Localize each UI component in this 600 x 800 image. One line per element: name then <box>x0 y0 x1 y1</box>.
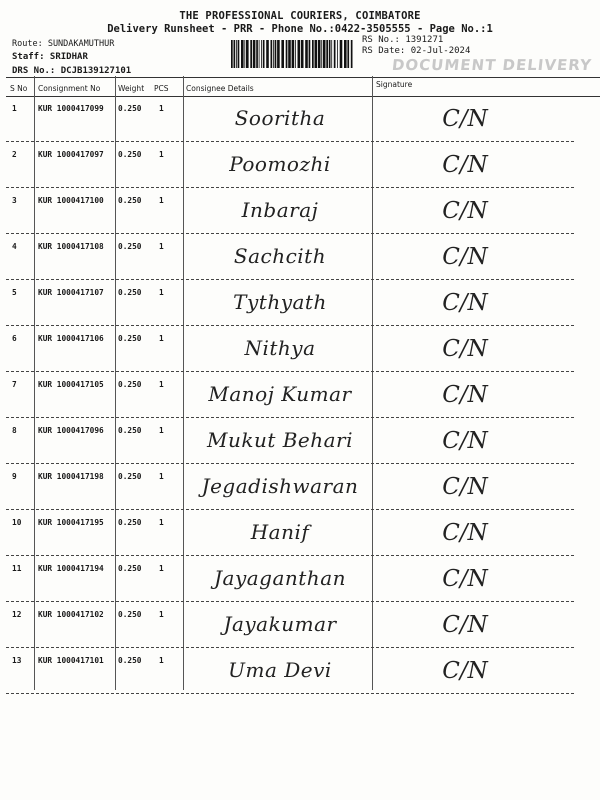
barcode-bar <box>271 40 273 68</box>
barcode-bar <box>344 40 347 68</box>
barcode-bar <box>312 40 314 68</box>
consignment-number: KUR 1000417096 <box>38 426 104 435</box>
signature-handwritten: C/N <box>442 428 488 454</box>
pieces-count: 1 <box>159 610 164 619</box>
barcode-bar <box>275 40 277 68</box>
serial-number: 10 <box>12 518 22 527</box>
consignee-name-handwritten: Inbaraj <box>241 198 319 222</box>
table-row <box>0 234 600 280</box>
barcode-bar <box>246 40 249 68</box>
document-title: THE PROFESSIONAL COURIERS, COIMBATORE <box>179 10 421 22</box>
signature-handwritten: C/N <box>442 566 488 592</box>
weight-value: 0.250 <box>118 196 142 205</box>
barcode-bar <box>244 40 245 68</box>
row-divider <box>6 693 574 694</box>
barcode-bar <box>263 40 265 68</box>
signature-handwritten: C/N <box>442 474 488 500</box>
barcode-bar <box>334 40 336 68</box>
barcode-bar <box>315 40 318 68</box>
pieces-count: 1 <box>159 196 164 205</box>
signature-handwritten: C/N <box>442 106 488 132</box>
barcode-bar <box>277 40 280 68</box>
barcode-bar <box>292 40 295 68</box>
weight-value: 0.250 <box>118 610 142 619</box>
weight-value: 0.250 <box>118 564 142 573</box>
consignment-number: KUR 1000417194 <box>38 564 104 573</box>
barcode-bar <box>340 40 343 68</box>
barcode-bar <box>259 40 260 68</box>
rs-number: RS No.: 1391271 <box>362 35 444 45</box>
serial-number: 9 <box>12 472 17 481</box>
signature-handwritten: C/N <box>442 244 488 270</box>
barcode-bar <box>337 40 338 68</box>
col-header-weight: Weight <box>118 84 145 93</box>
pieces-count: 1 <box>159 656 164 665</box>
barcode-bar <box>231 40 233 68</box>
weight-value: 0.250 <box>118 288 142 297</box>
barcode-bar <box>236 40 237 68</box>
consignment-number: KUR 1000417099 <box>38 104 104 113</box>
barcode-bar <box>309 40 311 68</box>
signature-handwritten: C/N <box>442 290 488 316</box>
weight-value: 0.250 <box>118 150 142 159</box>
table-row <box>0 602 600 648</box>
consignee-name-handwritten: Manoj Kumar <box>208 382 352 406</box>
barcode-bar <box>288 40 291 68</box>
consignment-number: KUR 1000417102 <box>38 610 104 619</box>
barcode-bar <box>261 40 262 68</box>
barcode-bar <box>318 40 321 68</box>
table-top-rule <box>6 77 600 78</box>
rs-date: RS Date: 02-Jul-2024 <box>362 46 471 56</box>
serial-number: 6 <box>12 334 17 343</box>
table-row <box>0 464 600 510</box>
consignee-name-handwritten: Nithya <box>244 336 316 360</box>
serial-number: 4 <box>12 242 17 251</box>
barcode-bar <box>281 40 284 68</box>
pieces-count: 1 <box>159 426 164 435</box>
consignee-name-handwritten: Sooritha <box>234 106 326 130</box>
barcode-image <box>231 40 355 68</box>
weight-value: 0.250 <box>118 334 142 343</box>
pieces-count: 1 <box>159 518 164 527</box>
col-header-consignee: Consignee Details <box>186 84 254 93</box>
barcode-bar <box>266 40 269 68</box>
table-row <box>0 96 600 142</box>
weight-value: 0.250 <box>118 426 142 435</box>
serial-number: 12 <box>12 610 22 619</box>
signature-handwritten: C/N <box>442 152 488 178</box>
table-row <box>0 510 600 556</box>
pieces-count: 1 <box>159 334 164 343</box>
pieces-count: 1 <box>159 564 164 573</box>
consignment-number: KUR 1000417097 <box>38 150 104 159</box>
staff-label: Staff: SRIDHAR <box>12 52 88 62</box>
barcode-bar <box>286 40 288 68</box>
weight-value: 0.250 <box>118 104 142 113</box>
table-row <box>0 280 600 326</box>
weight-value: 0.250 <box>118 380 142 389</box>
serial-number: 1 <box>12 104 17 113</box>
table-row <box>0 648 600 694</box>
barcode-bar <box>351 40 353 68</box>
consignee-name-handwritten: Hanif <box>250 520 310 544</box>
barcode-bar <box>234 40 236 68</box>
drs-number: DRS No.: DCJB139127101 <box>12 66 132 76</box>
pieces-count: 1 <box>159 104 164 113</box>
table-row <box>0 188 600 234</box>
weight-value: 0.250 <box>118 518 142 527</box>
barcode-bar <box>256 40 258 68</box>
barcode-bar <box>298 40 301 68</box>
serial-number: 5 <box>12 288 17 297</box>
signature-handwritten: C/N <box>442 336 488 362</box>
consignment-number: KUR 1000417195 <box>38 518 104 527</box>
serial-number: 11 <box>12 564 22 573</box>
barcode-bar <box>305 40 308 68</box>
pieces-count: 1 <box>159 288 164 297</box>
route-label: Route: SUNDAKAMUTHUR <box>12 39 115 49</box>
consignee-name-handwritten: Tythyath <box>233 290 327 314</box>
weight-value: 0.250 <box>118 242 142 251</box>
serial-number: 3 <box>12 196 17 205</box>
barcode-bar <box>238 40 240 68</box>
signature-handwritten: C/N <box>442 382 488 408</box>
consignee-name-handwritten: Uma Devi <box>228 658 332 682</box>
pieces-count: 1 <box>159 380 164 389</box>
serial-number: 8 <box>12 426 17 435</box>
consignee-name-handwritten: Jegadishwaran <box>201 474 359 498</box>
consignment-number: KUR 1000417101 <box>38 656 104 665</box>
weight-value: 0.250 <box>118 472 142 481</box>
signature-handwritten: C/N <box>442 612 488 638</box>
serial-number: 7 <box>12 380 17 389</box>
barcode-bar <box>301 40 304 68</box>
consignment-number: KUR 1000417108 <box>38 242 104 251</box>
consignee-name-handwritten: Sachcith <box>233 244 327 268</box>
pieces-count: 1 <box>159 472 164 481</box>
table-row <box>0 372 600 418</box>
barcode-bar <box>321 40 322 68</box>
consignee-name-handwritten: Jayaganthan <box>214 566 346 590</box>
consignee-name-handwritten: Poomozhi <box>229 152 331 176</box>
barcode-bar <box>323 40 326 68</box>
barcode-bar <box>253 40 256 68</box>
col-header-signature: Signature <box>376 80 413 89</box>
barcode-bar <box>241 40 244 68</box>
runsheet-subtitle: Delivery Runsheet - PRR - Phone No.:0422-3505555 - Page No.:1 <box>107 23 493 35</box>
serial-number: 13 <box>12 656 22 665</box>
barcode-bar <box>347 40 349 68</box>
serial-number: 2 <box>12 150 17 159</box>
table-row <box>0 418 600 464</box>
col-header-pcs: PCS <box>154 84 169 93</box>
table-row <box>0 556 600 602</box>
weight-value: 0.250 <box>118 656 142 665</box>
pieces-count: 1 <box>159 242 164 251</box>
barcode-bar <box>295 40 296 68</box>
pieces-count: 1 <box>159 150 164 159</box>
barcode-bar <box>326 40 328 68</box>
table-row <box>0 142 600 188</box>
consignee-name-handwritten: Mukut Behari <box>206 428 354 452</box>
col-header-sno: S No <box>10 84 28 93</box>
consignment-number: KUR 1000417105 <box>38 380 104 389</box>
table-row <box>0 326 600 372</box>
consignment-number: KUR 1000417107 <box>38 288 104 297</box>
barcode-bar <box>329 40 331 68</box>
signature-handwritten: C/N <box>442 198 488 224</box>
barcode-bar <box>250 40 252 68</box>
signature-handwritten: C/N <box>442 658 488 684</box>
signature-handwritten: C/N <box>442 520 488 546</box>
col-header-consignment: Consignment No <box>38 84 101 93</box>
barcode-bar <box>331 40 332 68</box>
consignment-number: KUR 1000417198 <box>38 472 104 481</box>
barcode-bar <box>273 40 274 68</box>
consignee-name-handwritten: Jayakumar <box>223 612 337 636</box>
consignment-number: KUR 1000417100 <box>38 196 104 205</box>
consignment-number: KUR 1000417106 <box>38 334 104 343</box>
document-delivery-stamp: DOCUMENT DELIVERY <box>391 56 593 74</box>
